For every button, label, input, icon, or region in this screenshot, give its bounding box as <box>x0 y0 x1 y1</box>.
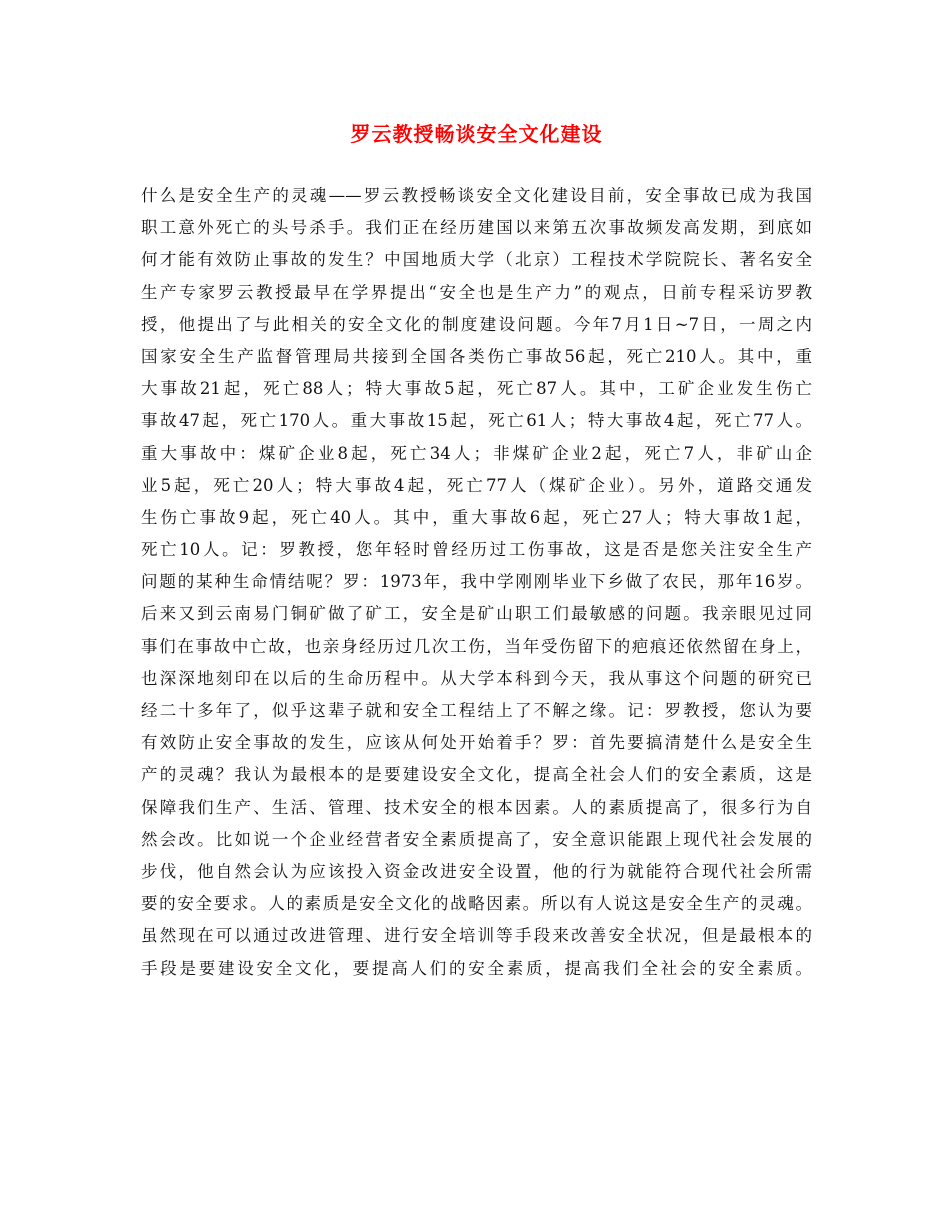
body-line: 问题的某种生命情结呢？罗：1973年，我中学刚刚毕业下乡做了农民，那年16岁。 <box>141 572 812 592</box>
body-line: 事故47起，死亡170人。重大事故15起，死亡61人；特大事故4起，死亡77人。 <box>141 411 812 431</box>
body-line: 重大事故中：煤矿企业8起，死亡34人；非煤矿企业2起，死亡7人，非矿山企 <box>141 443 812 463</box>
body-line: 事们在事故中亡故，也亲身经历过几次工伤，当年受伤留下的疤痕还依然留在身上， <box>141 636 812 656</box>
body-line: 步伐，他自然会认为应该投入资金改进安全设置，他的行为就能符合现代社会所需 <box>141 861 812 881</box>
document-title: 罗云教授畅谈安全文化建设 <box>350 122 603 146</box>
body-line: 生产专家罗云教授最早在学界提出“安全也是生产力”的观点，日前专程采访罗教 <box>141 282 812 302</box>
body-line: 产的灵魂？我认为最根本的是要建设安全文化，提高全社会人们的安全素质，这是 <box>141 765 812 785</box>
body-line: 也深深地刻印在以后的生命历程中。从大学本科到今天，我从事这个问题的研究已 <box>141 668 812 688</box>
document-body <box>141 180 812 985</box>
body-line: 手段是要建设安全文化，要提高人们的安全素质，提高我们全社会的安全素质。 <box>141 958 812 978</box>
body-line: 业5起，死亡20人；特大事故4起，死亡77人（煤矿企业）。另外，道路交通发 <box>141 475 812 495</box>
body-line: 后来又到云南易门铜矿做了矿工，安全是矿山职工们最敏感的问题。我亲眼见过同 <box>141 604 812 624</box>
body-line: 然会改。比如说一个企业经营者安全素质提高了，安全意识能跟上现代社会发展的 <box>141 829 812 849</box>
body-line: 何才能有效防止事故的发生？中国地质大学（北京）工程技术学院院长、著名安全 <box>141 250 812 270</box>
body-line: 授，他提出了与此相关的安全文化的制度建设问题。今年7月1日~7日，一周之内 <box>141 314 812 334</box>
body-line: 什么是安全生产的灵魂——罗云教授畅谈安全文化建设目前，安全事故已成为我国 <box>141 186 812 205</box>
body-line: 虽然现在可以通过改进管理、进行安全培训等手段来改善安全状况，但是最根本的 <box>141 926 812 946</box>
body-line: 要的安全要求。人的素质是安全文化的战略因素。所以有人说这是安全生产的灵魂。 <box>141 894 812 914</box>
body-line: 经二十多年了，似乎这辈子就和安全工程结上了不解之缘。记：罗教授，您认为要 <box>141 701 812 720</box>
body-line: 保障我们生产、生活、管理、技术安全的根本因素。人的素质提高了，很多行为自 <box>141 797 812 817</box>
body-line: 死亡10人。记：罗教授，您年轻时曾经历过工伤事故，这是否是您关注安全生产 <box>141 540 812 560</box>
body-line: 国家安全生产监督管理局共接到全国各类伤亡事故56起，死亡210人。其中，重 <box>141 346 812 366</box>
body-line: 大事故21起，死亡88人；特大事故5起，死亡87人。其中，工矿企业发生伤亡 <box>141 379 812 399</box>
body-line: 有效防止安全事故的发生，应该从何处开始着手？罗：首先要搞清楚什么是安全生 <box>141 733 812 753</box>
body-line: 职工意外死亡的头号杀手。我们正在经历建国以来第五次事故频发高发期，到底如 <box>141 218 812 238</box>
body-line: 生伤亡事故9起，死亡40人。其中，重大事故6起，死亡27人；特大事故1起， <box>141 507 812 527</box>
